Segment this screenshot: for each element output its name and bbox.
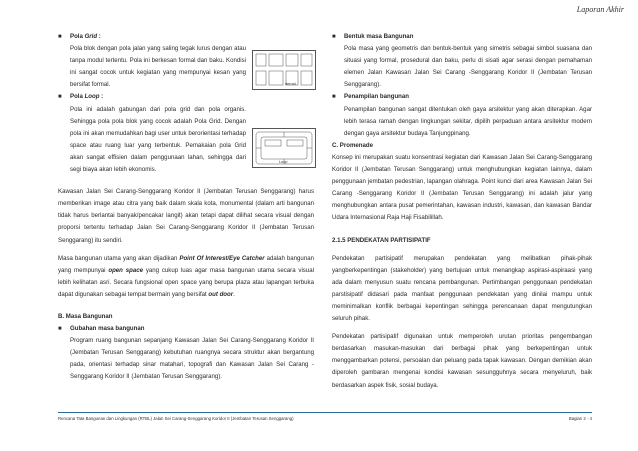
square-bullet-icon: ■ [58,94,62,101]
loop-pattern-figure [252,128,316,168]
pola-grid-text: Pola blok dengan pola jalan yang saling tegak lurus dengan atau tanpa modul tertentu. Pola ini berkesan formal dan baku. Kondisi ini sangat cocok untuk kegiatan yang mempunyai kesan yang bersifat formal. [70,45,246,89]
grid-pattern-figure [252,50,316,90]
square-bullet-icon: ■ [332,34,336,40]
section-c-heading: C. Promenade [332,141,373,149]
gubahan-title: Gubahan masa bangunan [70,325,145,333]
footer-rule [58,412,592,413]
grid-pattern-diagram [253,51,315,89]
bentuk-text: Pola masa yang geometris dan bentuk-bentuk yang simetris sebagai simbol suasana dan situasi yang formal, prosedural dan baku, perlu di sisati agar serasi dengan pemahaman elemen Jalan Kawasan Jalan Sei Carang -Senggarang Koridor II (Jembatan Terusan Senggarang). [344,45,592,89]
section-215-heading: 2.1.5 PENDEKATAN PARTISIPATIF [332,236,431,244]
penampilan-title: Penampilan bangunan [344,93,410,101]
paragraph-kawasan-image: Kawasan Jalan Sei Carang-Senggarang Koridor II (Jembatan Terusan Senggarang) harus memberikan image atau citra yang baik dalam skala kota, monumental (dalam arti bangunan tidak harus berlantai banyak/pencakar langit) akan tetapi dapat dilihat secara visual dengan proporsi tertentu terhadap Jalan Sei Carang-Senggarang Koridor II (Jembatan Terusan Senggarang) itu sendiri. [58,188,314,244]
pola-loop-item [58,91,314,103]
report-title: Laporan Akhir [576,5,624,14]
promenade-text: Konsep ini merupakan suatu konsentrasi kegiatan dari Kawasan Jalan Sei Carang-Senggarang Koridor II (Jembatan Terusan Senggarang) untuk menghubungkan kegiatan lainnya, dalam penggunaan jembatan pedestrian, lapangan olahraga. Point kunci dari area Kawasan Jalan Sei Carang -Senggarang Koridor II (Jembatan Terusan Senggarang) ini adalah jalur yang menghubungkan antara pusat pemerintahan, kawasan industri, kawasan, dan kawasan Bandar Udara Internasional Raja Haji Fisabilillah. [332,153,592,222]
pola-loop-title: Pola Loop : [70,93,104,101]
pola-grid-title: Pola Grid : [70,33,101,40]
section-b-heading: B. Masa Bangunan [58,312,113,320]
gubahan-text: Program ruang bangunan sepanjang Kawasan Jalan Sei Carang-Senggarang Koridor II (Jembatan Terusan Senggarang) kebutuhan ruangnya secara struktur akan bergantung pada, orientasi terhadap sinar matahari, topografi dan Kawasan Jalan Sei Carang -Senggarang Koridor II (Jembatan Terusan Senggarang). [70,337,314,381]
square-bullet-icon: ■ [58,34,62,40]
loop-figure-label: Loop [279,160,288,164]
footer-document-title: Rencana Tata Bangunan dan Lingkungan (RTBL) Jalan Sei Carang-Senggarang Koridor II (Jembatan Terusan Senggarang) [58,416,294,421]
right-column [332,31,592,392]
partisipatif-paragraph-1: Pendekatan partisipatif merupakan pendekatan yang melibatkan pihak-pihak yangberkepentingan (stakeholder) yang bertujuan untuk menangkap aspirasi-aspiraasi yang ada dalam menyusun suatu rencana pembangunan. Pertimbangan penggunaan pendekatan parstisipatif didasari pada manfaat penggunaan pendekatan yang dinilai mampu untuk meminimalkan konflik berbagai kepentingan sehingga perencanaan dapat mengutungkan seluruh pihak. [332,254,592,323]
grid-figure-label: dernal [285,82,296,86]
bentuk-title: Bentuk masa Bangunan [344,33,414,40]
paragraph-masa-utama: Masa bangunan utama yang akan dijadikan Point Of Interest/Eye Catcher adalah bangunan yang mempunyai open space yang cukup luas agar masa bangunan utama secara visual lebih kelihatan asri. Secara fungsional open space yang berupa plaza atau lapangan terbuka dapat digunakan sebagai tempat bermain yang bersifat out door. [58,254,314,298]
bentuk-item [332,31,592,43]
pola-grid-item [58,31,314,43]
penampilan-item [332,91,592,103]
pola-loop-text: Pola ini adalah gabungan dari pola grid dan pola organis. Sehingga pola pola blok yang cocok adalah Pola Grid. Dengan pola ini akan memudahkan bagi user untuk berorientasi terhadap space atau ruang luar yang terbentuk. Pemakaian pola Grid akan sangat effisien dalam penggunaan lahan, sehingga dari segi biaya akan lebih ekonomis. [70,105,246,174]
penampilan-text: Penampilan bangunan sangat ditentukan oleh gaya arsitektur yang akan diterapkan. Agar lebih terasa ramah dengan lingkungan sekitar, dipilih perpaduan antara arsitektur modern dengan gaya arsitektur budaya Tanjungpinang. [344,105,592,137]
gubahan-item [58,323,314,335]
square-bullet-icon: ■ [58,326,62,333]
square-bullet-icon: ■ [332,94,336,101]
partisipatif-paragraph-2: Pendekatan partisipatif digunakan untuk memperoleh urutan prioritas pengembangan berdasarkan masukan-masukan dari berbagai pihak yang berkepentingan untuk menggambarkan potensi, persoalan dan peluang pada tapak kawasan. Dengan demikian akan diperoleh gambaran mengenai kondisi kawasan sesungguhnya secara menyeluruh, baik berdasarkan aspek fisik, sosial budaya. [332,333,592,389]
footer-page-number: Bagian 2 - 4 [568,416,592,421]
